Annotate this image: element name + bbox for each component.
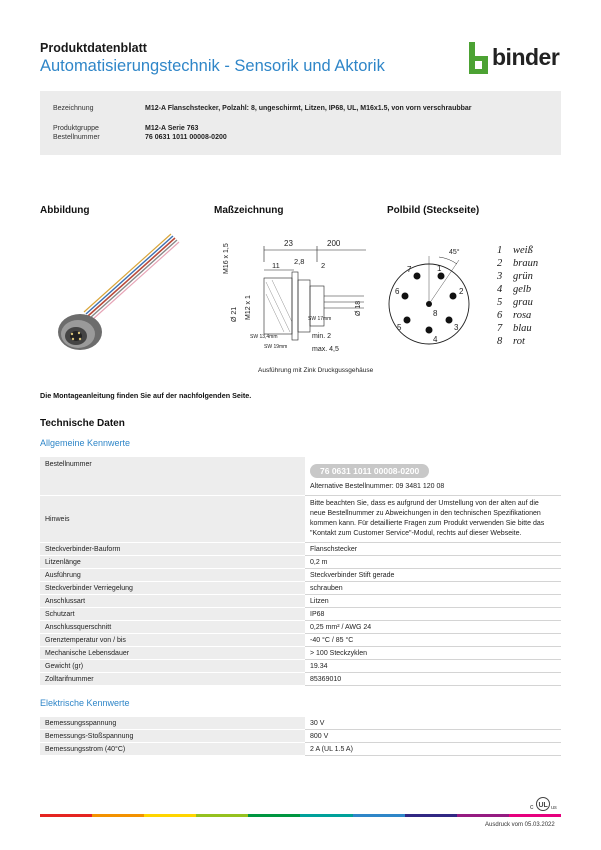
- info-value-produktgruppe: M12-A Serie 763: [145, 125, 199, 132]
- spec-key: Bemessungs-Stoßspannung: [40, 730, 305, 743]
- heading-allgemeine-kennwerte: Allgemeine Kennwerte: [40, 438, 131, 448]
- svg-text:3: 3: [454, 323, 459, 332]
- spec-key: Zolltarifnummer: [40, 673, 305, 686]
- svg-text:4: 4: [433, 335, 438, 344]
- hinweis-text: Bitte beachten Sie, dass es aufgrund der Umstellung von der alten auf die neue Bestellnummer zu Abweichungen in den technischen Spezifikationen kommen kann. Für detaillierte Fragen zum Produkt verwenden Sie bitte das "Kontakt zum Customer Service"-Modul, rechts auf dieser Webseite.: [305, 496, 561, 543]
- print-date: Ausdruck vom 05.03.2022: [485, 822, 555, 828]
- spec-value: 19.34: [305, 660, 561, 673]
- table-row: [40, 647, 561, 660]
- wire-color-legend: [497, 244, 538, 348]
- table-row: [40, 543, 561, 556]
- svg-text:8: 8: [433, 309, 438, 318]
- wire-bundle-icon: [84, 234, 179, 320]
- table-row: [40, 608, 561, 621]
- ul-certification-icon: [528, 796, 558, 812]
- svg-text:1: 1: [437, 264, 442, 273]
- footer-color-segment: [196, 814, 248, 817]
- spec-key: Anschlussart: [40, 595, 305, 608]
- spec-value: 30 V: [305, 717, 561, 730]
- table-row: [40, 634, 561, 647]
- table-row: [40, 730, 561, 743]
- pin-2: [450, 293, 457, 300]
- footer-color-segment: [144, 814, 196, 817]
- svg-text:6: 6: [395, 287, 400, 296]
- table-row: [40, 569, 561, 582]
- footer-color-segment: [40, 814, 92, 817]
- binder-logo: [468, 42, 564, 74]
- legend-row-5: 5 grau: [497, 297, 533, 308]
- table-row: [40, 457, 561, 496]
- legend-row-6: 6 rosa: [497, 310, 532, 321]
- table-row: [40, 660, 561, 673]
- dimension-drawing: [214, 232, 380, 380]
- pin-7: [414, 273, 421, 280]
- spec-key: Ausführung: [40, 569, 305, 582]
- footer-color-bar: [40, 814, 561, 817]
- footer-color-segment: [300, 814, 352, 817]
- legend-row-8: 8 rot: [497, 336, 525, 347]
- spec-key: Mechanische Lebensdauer: [40, 647, 305, 660]
- spec-value: 0,25 mm² / AWG 24: [305, 621, 561, 634]
- pin-5: [404, 317, 411, 324]
- electrical-specs-table: [40, 717, 561, 756]
- info-label-produktgruppe: Produktgruppe: [53, 125, 99, 132]
- spec-value: 0,2 m: [305, 556, 561, 569]
- info-value-bezeichnung: M12-A Flanschstecker, Polzahl: 8, ungeschirmt, Litzen, IP68, UL, M16x1.5, von vorn verschraubbar: [145, 105, 472, 112]
- svg-text:5: 5: [397, 323, 402, 332]
- spec-key: Anschlussquerschnitt: [40, 621, 305, 634]
- spec-value: -40 °C / 85 °C: [305, 634, 561, 647]
- spec-value: > 100 Steckzyklen: [305, 647, 561, 660]
- spec-value: 85369010: [305, 673, 561, 686]
- binder-logo-mark-icon: [468, 42, 492, 74]
- dim-m12: M12 x 1: [245, 295, 252, 320]
- legend-row-3: 3 grün: [497, 271, 533, 282]
- order-number-badge: 76 0631 1011 00008-0200: [310, 464, 429, 478]
- footer-color-segment: [509, 814, 561, 817]
- spec-value: Flanschstecker: [305, 543, 561, 556]
- table-row: [40, 556, 561, 569]
- spec-value: Steckverbinder Stift gerade: [305, 569, 561, 582]
- spec-value: schrauben: [305, 582, 561, 595]
- spec-value: Litzen: [305, 595, 561, 608]
- table-row: [40, 743, 561, 756]
- label-sw13: SW 13,4mm: [250, 334, 278, 340]
- spec-key: Hinweis: [40, 496, 305, 543]
- heading-technische-daten: Technische Daten: [40, 418, 125, 429]
- table-row: [40, 621, 561, 634]
- info-value-bestellnummer: 76 0631 1011 00008-0200: [145, 134, 227, 141]
- dim-m16: M16 x 1,5: [223, 243, 230, 274]
- table-row: [40, 673, 561, 686]
- logo-text: binder: [492, 44, 560, 70]
- spec-key: Grenztemperatur von / bis: [40, 634, 305, 647]
- spec-value: IP68: [305, 608, 561, 621]
- info-label-bestellnummer: Bestellnummer: [53, 134, 100, 141]
- legend-row-1: 1 weiß: [497, 245, 533, 256]
- alternative-order-number: Alternative Bestellnummer: 09 3481 120 08: [310, 483, 445, 490]
- svg-text:7: 7: [407, 265, 412, 274]
- dim-2: 2: [321, 261, 326, 270]
- drawing-caption: Ausführung mit Zink Druckgussgehäuse: [258, 367, 374, 374]
- spec-key: Schutzart: [40, 608, 305, 621]
- legend-row-7: 7 blau: [497, 323, 532, 334]
- dim-d21: Ø 21: [231, 306, 238, 322]
- spec-value: 2 A (UL 1.5 A): [305, 743, 561, 756]
- heading-polbild: Polbild (Steckseite): [387, 205, 480, 216]
- pin-8: [426, 301, 432, 307]
- pin-1: [438, 273, 445, 280]
- general-specs-table: [40, 457, 561, 686]
- dim-11: 11: [272, 261, 280, 270]
- spec-key: Bestellnummer: [40, 457, 305, 496]
- table-row: [40, 717, 561, 730]
- document-subtitle: Automatisierungstechnik - Sensorik und Aktorik: [40, 57, 385, 75]
- spec-key: Bemessungsspannung: [40, 717, 305, 730]
- footer-color-segment: [457, 814, 509, 817]
- connector-body-icon: [58, 314, 102, 350]
- spec-key: Gewicht (gr): [40, 660, 305, 673]
- legend-row-4: 4 gelb: [497, 284, 532, 295]
- table-row: [40, 496, 561, 543]
- label-max45: max. 4,5: [312, 346, 339, 353]
- heading-abbildung: Abbildung: [40, 205, 90, 216]
- document-title: Produktdatenblatt: [40, 41, 147, 55]
- spec-key: Bemessungsstrom (40°C): [40, 743, 305, 756]
- info-label-bezeichnung: Bezeichnung: [53, 105, 94, 112]
- mounting-note: Die Montageanleitung finden Sie auf der nachfolgenden Seite.: [40, 391, 252, 400]
- table-row: [40, 595, 561, 608]
- svg-text:UL: UL: [538, 802, 548, 809]
- svg-text:us: us: [551, 805, 557, 811]
- pin-4: [426, 327, 433, 334]
- spec-value: 800 V: [305, 730, 561, 743]
- legend-row-2: 2 braun: [497, 258, 539, 269]
- angle-label: 45°: [449, 249, 460, 256]
- heading-masszeichnung: Maßzeichnung: [214, 205, 284, 216]
- spec-key: Litzenlänge: [40, 556, 305, 569]
- footer-color-segment: [248, 814, 300, 817]
- spec-key: Steckverbinder-Bauform: [40, 543, 305, 556]
- dim-23: 23: [284, 239, 293, 248]
- footer-color-segment: [353, 814, 405, 817]
- dim-200: 200: [327, 239, 341, 248]
- label-sw17: SW 17mm: [308, 316, 332, 322]
- table-row: [40, 582, 561, 595]
- pin-6: [402, 293, 409, 300]
- dim-2-8: 2,8: [294, 257, 305, 266]
- svg-text:2: 2: [459, 287, 464, 296]
- info-box: [40, 91, 561, 155]
- pin-3: [446, 317, 453, 324]
- label-min2: min. 2: [312, 333, 332, 340]
- footer-color-segment: [92, 814, 144, 817]
- spec-key: Steckverbinder Verriegelung: [40, 582, 305, 595]
- product-image: [40, 228, 190, 368]
- heading-elektrische-kennwerte: Elektrische Kennwerte: [40, 698, 130, 708]
- dim-d18: Ø 18: [355, 300, 362, 316]
- label-sw19: SW 19mm: [264, 344, 288, 350]
- svg-text:c: c: [530, 804, 534, 811]
- pin-layout-diagram: [387, 240, 487, 360]
- footer-color-segment: [405, 814, 457, 817]
